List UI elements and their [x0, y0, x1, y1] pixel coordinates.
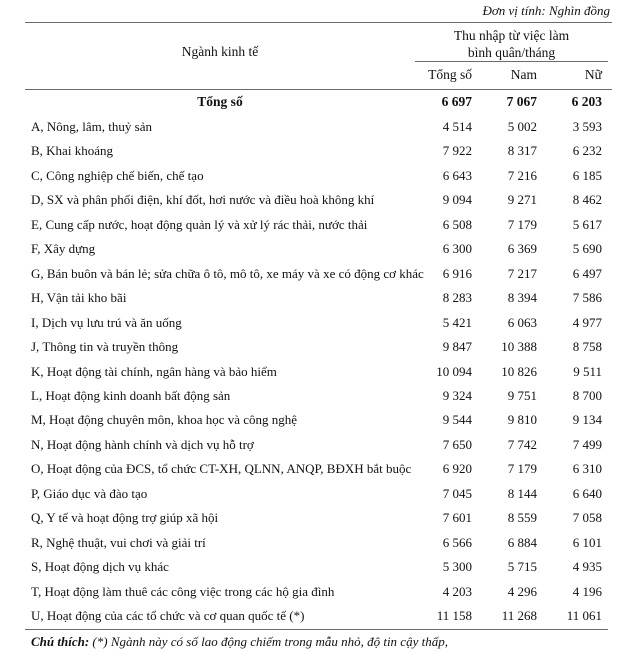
header-group-line1: Thu nhập từ việc làm [453, 28, 570, 43]
value-total: 7 650 [442, 436, 472, 452]
table-row [0, 584, 640, 606]
row-name: T, Hoạt động làm thuê các công việc trong các hộ gia đình [31, 583, 335, 599]
row-name: S, Hoạt động dịch vụ khác [31, 559, 169, 575]
row-name: J, Thông tin và truyền thông [31, 339, 179, 354]
value-female: 9 511 [573, 363, 602, 379]
table-row [0, 241, 640, 263]
header-group-rule [415, 61, 608, 62]
value-male: 7 067 [506, 94, 537, 109]
value-male: 8 144 [507, 485, 537, 501]
table-row-total [0, 94, 640, 116]
value-male: 10 826 [501, 363, 537, 379]
table-row [0, 461, 640, 483]
value-total: 5 421 [442, 314, 472, 330]
value-female: 8 758 [572, 339, 602, 354]
value-male: 7 216 [507, 167, 537, 183]
value-total: 6 916 [442, 265, 472, 281]
value-male: 5 715 [507, 559, 537, 575]
value-total: 4 203 [442, 583, 472, 599]
row-name: M, Hoạt động chuyên môn, khoa học và công nghệ [31, 412, 298, 428]
row-name: B, Khai khoáng [31, 143, 113, 159]
table-bottom-rule [25, 629, 608, 630]
row-name: G, Bán buôn và bán lẻ; sửa chữa ô tô, mô tô, xe máy và xe có động cơ khác [31, 265, 424, 281]
value-female: 7 586 [572, 290, 602, 306]
value-male: 7 179 [507, 216, 537, 232]
value-male: 11 268 [501, 608, 537, 623]
value-female: 11 061 [566, 608, 602, 623]
value-total: 9 847 [442, 339, 472, 354]
row-name: D, SX và phân phối điện, khí đốt, hơi nước và điều hoà không khí [31, 192, 375, 208]
value-female: 5 617 [572, 216, 602, 232]
table-row [0, 192, 640, 214]
value-total: 6 300 [442, 241, 472, 257]
table-row [0, 535, 640, 557]
value-female: 4 196 [572, 583, 602, 599]
row-name: N, Hoạt động hành chính và dịch vụ hỗ trợ [31, 436, 254, 452]
table-row [0, 559, 640, 581]
value-total: 6 566 [442, 534, 472, 550]
row-name: A, Nông, lâm, thuỷ sản [31, 119, 152, 134]
table-row [0, 339, 640, 361]
value-female: 3 593 [572, 119, 602, 134]
value-male: 10 388 [501, 339, 537, 354]
value-female: 9 134 [572, 412, 602, 428]
value-total: 7 922 [442, 143, 472, 159]
unit-note: Đơn vị tính: Nghìn đồng [482, 3, 610, 18]
header-col-total: Tổng số [428, 67, 472, 82]
value-female: 4 935 [572, 559, 602, 575]
value-total: 9 324 [442, 387, 472, 403]
value-total: 4 514 [442, 119, 472, 134]
value-total: 9 094 [442, 192, 472, 208]
value-male: 4 296 [507, 583, 537, 599]
value-total: 6 920 [442, 461, 472, 477]
header-bottom-rule [25, 89, 612, 90]
footnote [31, 634, 448, 650]
value-male: 8 317 [507, 143, 537, 159]
value-male: 9 751 [507, 387, 537, 403]
header-col-female: Nữ [584, 67, 602, 82]
row-name: K, Hoạt động tài chính, ngân hàng và bảo hiểm [31, 363, 277, 379]
value-male: 7 179 [507, 461, 537, 477]
table-row [0, 315, 640, 337]
value-female: 7 058 [572, 510, 602, 526]
table-top-rule [25, 22, 612, 23]
value-total: 7 601 [442, 510, 472, 526]
value-female: 7 499 [572, 436, 602, 452]
table-row [0, 364, 640, 386]
value-male: 7 217 [507, 265, 537, 281]
row-name: U, Hoạt động của các tổ chức và cơ quan quốc tế (*) [31, 608, 305, 623]
value-total: 10 094 [436, 363, 472, 379]
footnote-label: Chú thích: [31, 634, 90, 649]
table-row [0, 290, 640, 312]
value-female: 6 310 [572, 461, 602, 477]
value-male: 6 063 [507, 314, 537, 330]
value-female: 8 462 [572, 192, 602, 208]
table-row [0, 266, 640, 288]
value-male: 5 002 [507, 119, 537, 134]
value-female: 6 101 [572, 534, 602, 550]
table-row [0, 486, 640, 508]
row-name: E, Cung cấp nước, hoạt động quản lý và xử lý rác thải, nước thải [31, 216, 368, 232]
table-row [0, 217, 640, 239]
header-group-line2: bình quân/tháng [467, 45, 556, 60]
table-row [0, 119, 640, 141]
value-total: 6 697 [441, 94, 472, 109]
row-name: H, Vận tải kho bãi [31, 290, 127, 306]
value-female: 8 700 [572, 387, 602, 403]
footnote-text: (*) Ngành này có số lao động chiếm trong mẫu nhỏ, độ tin cậy thấp, [89, 634, 448, 649]
row-name: I, Dịch vụ lưu trú và ăn uống [31, 314, 182, 330]
value-male: 9 271 [507, 192, 537, 208]
value-male: 6 884 [507, 534, 537, 550]
value-female: 6 640 [572, 485, 602, 501]
row-name: O, Hoạt động của ĐCS, tổ chức CT-XH, QLNN, ANQP, BĐXH bắt buộc [31, 461, 412, 477]
value-total: 9 544 [442, 412, 472, 428]
table-row [0, 168, 640, 190]
value-male: 9 810 [507, 412, 537, 428]
value-female: 6 497 [572, 265, 602, 281]
value-female: 6 203 [571, 94, 602, 109]
value-total: 11 158 [436, 608, 472, 623]
row-name: L, Hoạt động kinh doanh bất động sản [31, 387, 231, 403]
row-name: Tổng số [197, 94, 243, 109]
row-name: P, Giáo dục và đào tạo [31, 485, 148, 501]
value-male: 7 742 [507, 436, 537, 452]
value-female: 6 185 [572, 167, 602, 183]
table-row [0, 412, 640, 434]
table-row [0, 510, 640, 532]
row-name: F, Xây dựng [31, 241, 96, 257]
row-name: Q, Y tế và hoạt động trợ giúp xã hội [31, 510, 219, 526]
value-female: 6 232 [572, 143, 602, 159]
row-name: C, Công nghiệp chế biến, chế tạo [31, 167, 204, 183]
table-row [0, 143, 640, 165]
value-total: 6 643 [442, 167, 472, 183]
value-total: 8 283 [442, 290, 472, 306]
row-name: R, Nghệ thuật, vui chơi và giải trí [31, 534, 206, 550]
header-col-male: Nam [510, 67, 537, 82]
value-male: 6 369 [507, 241, 537, 257]
value-male: 8 394 [507, 290, 537, 306]
value-total: 6 508 [442, 216, 472, 232]
value-total: 7 045 [442, 485, 472, 501]
header-group [415, 27, 608, 61]
value-female: 4 977 [572, 314, 602, 330]
value-female: 5 690 [572, 241, 602, 257]
value-total: 5 300 [442, 559, 472, 575]
header-row-label: Ngành kinh tế [181, 44, 259, 59]
table-row [0, 437, 640, 459]
value-male: 8 559 [507, 510, 537, 526]
table-row [0, 388, 640, 410]
table-row [0, 608, 640, 630]
